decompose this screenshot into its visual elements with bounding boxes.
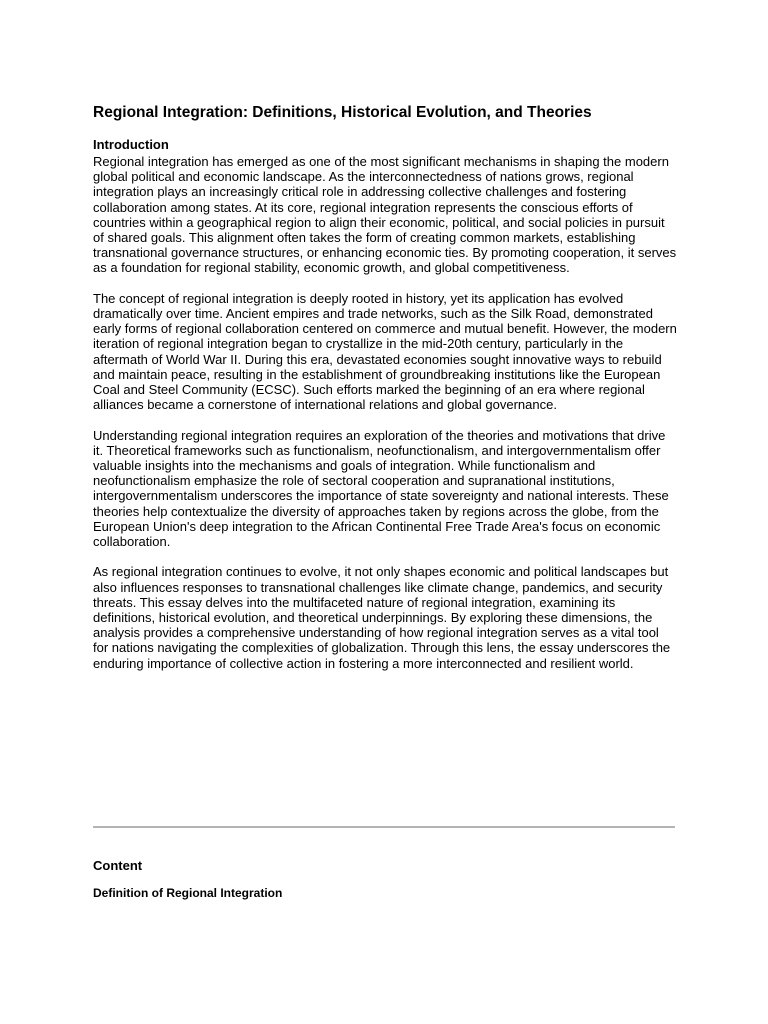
section-divider [93, 826, 675, 828]
introduction-paragraph-2: The concept of regional integration is deeply rooted in history, yet its application has evolved dramatically over time. Ancient empires and trade networks, such as the Silk Road, demonstrated early forms of regional collaboration centered on commerce and mutual benefit. However, the modern iteration of regional integration began to crystallize in the mid-20th century, particularly in the aftermath of World War II. During this era, devastated economies sought innovative ways to rebuild and maintain peace, resulting in the establishment of groundbreaking institutions like the European Coal and Steel Community (ECSC). Such efforts marked the beginning of an era where regional alliances became a cornerstone of international relations and global governance. [93, 290, 677, 413]
definition-subheading: Definition of Regional Integration [93, 886, 283, 900]
document-title: Regional Integration: Definitions, Historical Evolution, and Theories [93, 104, 592, 121]
introduction-body [93, 154, 677, 686]
introduction-paragraph-4: As regional integration continues to evolve, it not only shapes economic and political landscapes but also influences responses to transnational challenges like climate change, pandemics, and security threats. This essay delves into the multifaceted nature of regional integration, examining its definitions, historical evolution, and theoretical underpinnings. By exploring these dimensions, the analysis provides a comprehensive understanding of how regional integration serves as a vital tool for nations navigating the complexities of globalization. Through this lens, the essay underscores the enduring importance of collective action in fostering a more interconnected and resilient world. [93, 564, 671, 671]
introduction-paragraph-3: Understanding regional integration requires an exploration of the theories and motivations that drive it. Theoretical frameworks such as functionalism, neofunctionalism, and intergovernmentalism offer valuable insights into the mechanisms and goals of integration. While functionalism and neofunctionalism emphasize the role of sectoral cooperation and supranational institutions, intergovernmentalism underscores the importance of state sovereignty and national interests. These theories help contextualize the diversity of approaches taken by regions across the globe, from the European Union's deep integration to the African Continental Free Trade Area's focus on economic collaboration. [93, 427, 669, 550]
introduction-heading: Introduction [93, 137, 169, 152]
introduction-paragraph-1: Regional integration has emerged as one of the most significant mechanisms in shaping the modern global political and economic landscape. As the interconnectedness of nations grows, regional integration plays an increasingly critical role in addressing collective challenges and fostering collaboration among states. At its core, regional integration represents the conscious efforts of countries within a geographical region to align their economic, political, and social policies in pursuit of shared goals. This alignment often takes the form of creating common markets, establishing transnational governance structures, or enhancing economic ties. By promoting cooperation, it serves as a foundation for regional stability, economic growth, and global competitiveness. [93, 154, 677, 276]
content-heading: Content [93, 858, 143, 873]
